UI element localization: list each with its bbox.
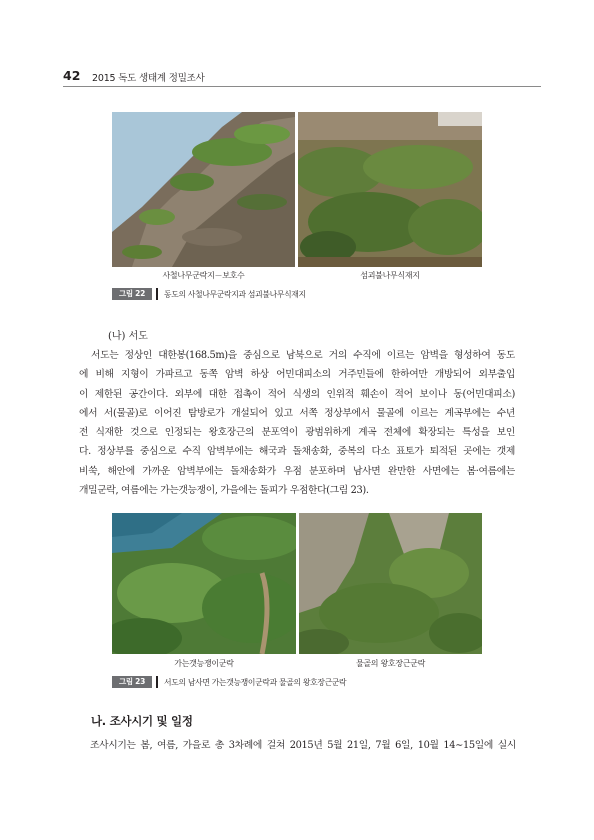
figure-caption bbox=[112, 288, 482, 301]
section-title: 나. 조사시기 및 일정 bbox=[91, 714, 193, 728]
paragraph-line: 이 제한된 공간이다. 외부에 대한 접촉이 적어 식생의 인위적 훼손이 적어 보이나 동(어민대피소) bbox=[79, 388, 515, 400]
figure-caption-text: 동도의 사철나무군락지과 섬괴불나무식재지 bbox=[164, 290, 306, 299]
figure-label: 그림 22 bbox=[112, 288, 152, 300]
paragraph-line: 에서 서(물골)로 이어진 탐방로가 개설되어 있고 서쪽 정상부에서 물골에 이르는 계곡부에는 수년 bbox=[79, 407, 515, 419]
photo-reynoutria-mulgol bbox=[299, 513, 482, 654]
section-body-text: 조사시기는 봄, 여름, 가을로 총 3차례에 걸쳐 2015년 5월 21일, 7월 6일, 10월 14∼15일에 실시 bbox=[90, 740, 516, 751]
photo-atriplex-south-slope bbox=[112, 513, 296, 654]
caption-divider bbox=[156, 676, 158, 688]
figure-caption-text: 서도의 남사면 가는갯능쟁이군락과 물골의 왕호장근군락 bbox=[164, 678, 347, 687]
figure-label: 그림 23 bbox=[112, 676, 152, 688]
page-number: 42 bbox=[63, 68, 81, 83]
body-paragraph bbox=[79, 346, 515, 500]
paragraph-line: 에 비해 지형이 가파르고 동쪽 암벽 하상 어민대피소의 거주민들에 한하여만 개방되어 외부출입 bbox=[79, 369, 515, 381]
photo-caption: 섬괴불나무식재지 bbox=[360, 271, 420, 280]
running-title: 2015 독도 생태계 정밀조사 bbox=[92, 73, 205, 84]
page-header bbox=[63, 69, 543, 85]
subsection-heading: (나) 서도 bbox=[108, 331, 148, 342]
caption-divider bbox=[156, 288, 158, 300]
paragraph-line: 비쑥, 해안에 가까운 암벽부에는 돌채송화가 우점 분포하며 남사면 완만한 사면에는 봄·여름에는 bbox=[79, 465, 515, 477]
paragraph-line: 개밀군락, 여름에는 가는갯능쟁이, 가을에는 돌피가 우점한다(그림 23). bbox=[79, 485, 369, 497]
paragraph-line: 전 식재한 것으로 인정되는 왕호장근의 분포역이 광범위하게 계곡 전체에 확장되는 특성을 보인 bbox=[79, 427, 515, 439]
paragraph-line: 다. 정상부를 중심으로 수직 암벽부에는 해국과 돌채송화, 중복의 다소 표토가 퇴적된 곳에는 갯제 bbox=[79, 446, 515, 458]
photo-euonymus-rock-cliff bbox=[112, 112, 295, 267]
photo-lonicera-planting-site bbox=[298, 112, 482, 267]
photo-caption: 물골의 왕호장근군락 bbox=[355, 659, 426, 668]
photo-caption: 가는갯능쟁이군락 bbox=[174, 659, 234, 668]
figure-caption bbox=[112, 676, 482, 689]
paragraph-line: 서도는 정상인 대한봉(168.5m)을 중심으로 남북으로 거의 수직에 이르는 암벽을 형성하여 동도 bbox=[91, 350, 515, 361]
header-rule bbox=[63, 86, 541, 87]
photo-caption: 사철나무군락지－보호수 bbox=[162, 271, 245, 280]
